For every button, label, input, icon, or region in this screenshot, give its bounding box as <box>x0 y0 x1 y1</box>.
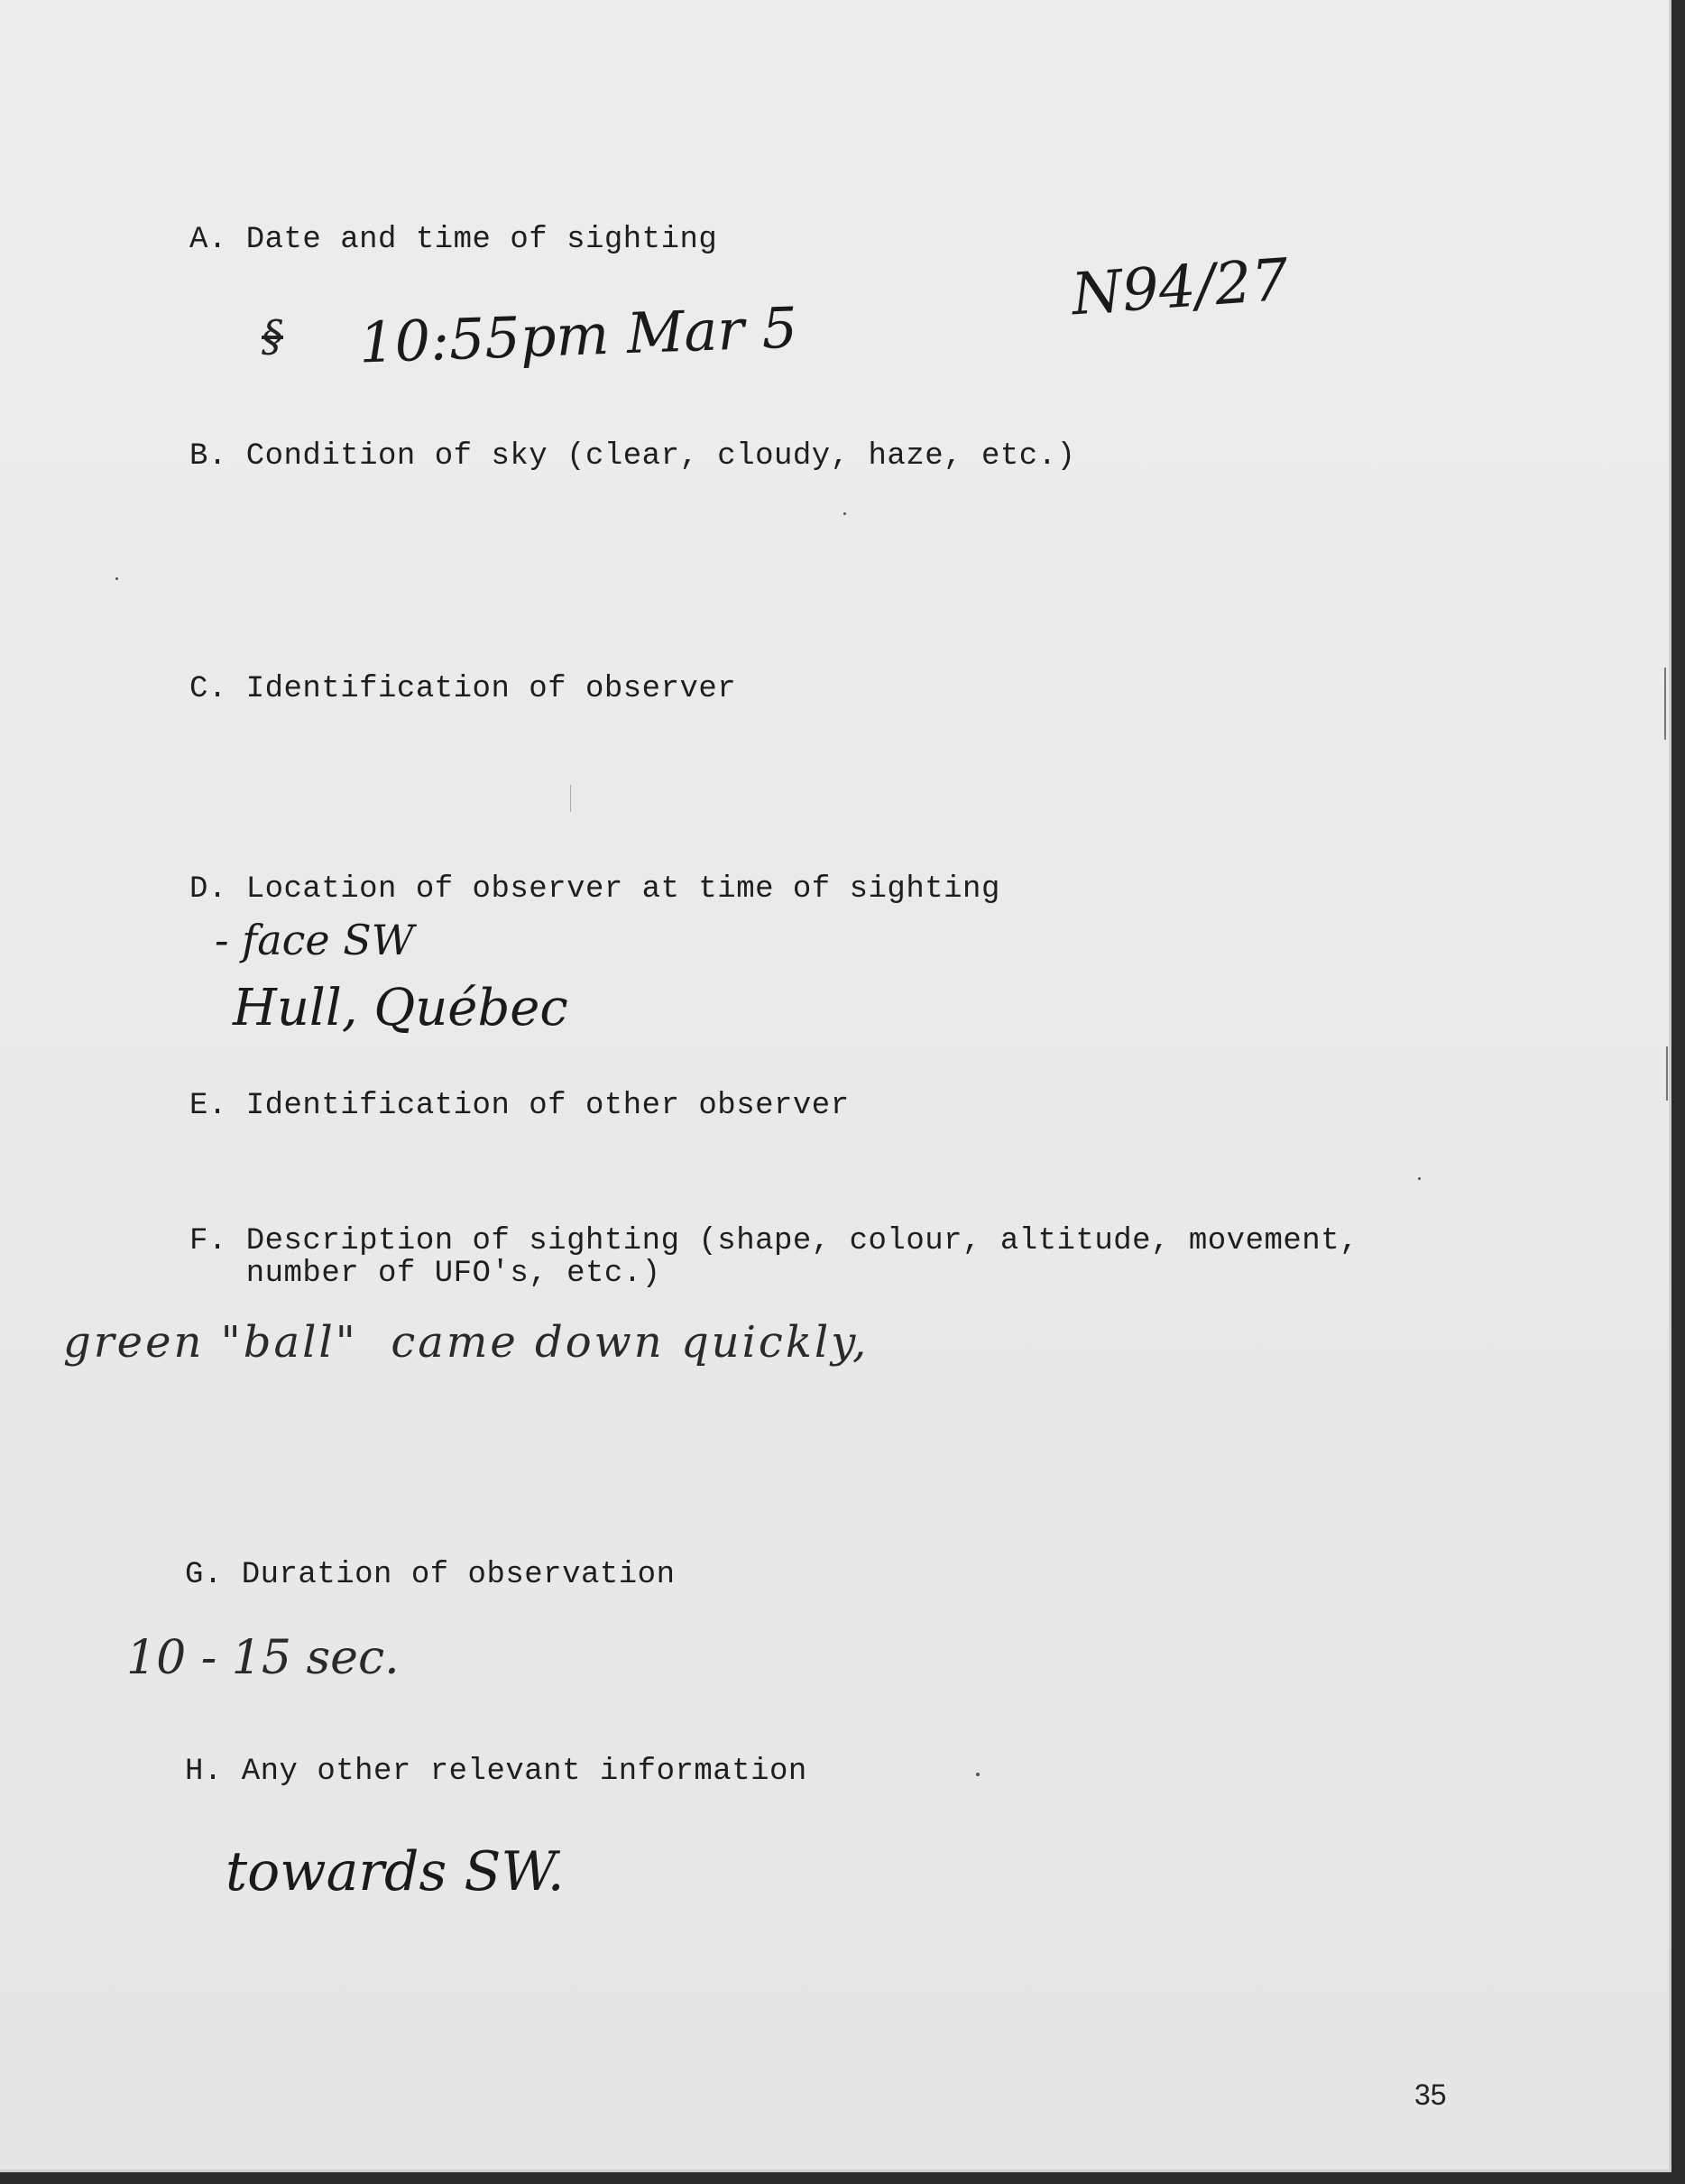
scan-speck <box>843 512 846 515</box>
answer-g-duration: 10 - 15 sec. <box>126 1631 400 1685</box>
question-b-label: B. Condition of sky (clear, cloudy, haze, etc.) <box>189 439 1076 474</box>
answer-h-info: towards SW. <box>226 1840 565 1903</box>
question-h-label: H. Any other relevant information <box>185 1755 807 1789</box>
question-d-label: D. Location of observer at time of sighting <box>189 872 1000 907</box>
question-c-label: C. Identification of observer <box>189 672 737 706</box>
reference-number: N94/27 <box>1069 246 1291 329</box>
paper-edge-mark <box>1664 668 1666 740</box>
question-g-label: G. Duration of observation <box>185 1558 676 1592</box>
scan-speck <box>1418 1177 1421 1180</box>
answer-a-date-time: 10:55pm Mar 5 <box>357 294 799 376</box>
question-f-label-line2: number of UFO's, etc.) <box>189 1257 661 1291</box>
scan-speck <box>976 1773 980 1776</box>
paper-edge-mark <box>1666 1046 1668 1101</box>
answer-d-location: Hull, Québec <box>233 979 568 1037</box>
scan-speck <box>115 577 118 580</box>
question-e-label: E. Identification of other observer <box>189 1089 850 1123</box>
question-f-label-line1: F. Description of sighting (shape, colour, altitude, movement, <box>189 1224 1359 1258</box>
answer-f-description: green "ball" came down quickly, <box>63 1317 870 1368</box>
answer-d-facing: - face SW <box>215 916 415 964</box>
crossed-out-mark: § <box>262 311 283 362</box>
paper-edge-mark <box>570 785 571 812</box>
page-number: 35 <box>1414 2078 1447 2111</box>
question-a-label: A. Date and time of sighting <box>189 223 718 257</box>
